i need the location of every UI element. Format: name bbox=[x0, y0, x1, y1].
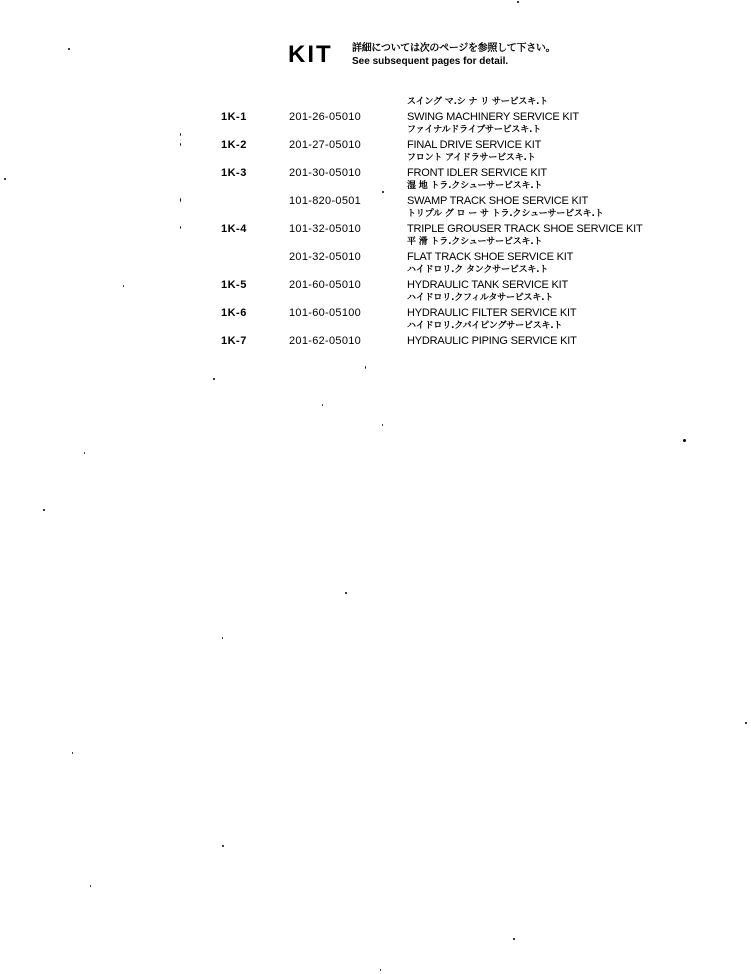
list-item bbox=[0, 321, 751, 349]
part-name-jp: ハイドロリ.ク タンクサービスキ.ト bbox=[407, 265, 549, 275]
ref-number: 1K-4 bbox=[221, 223, 247, 235]
detail-note-en: See subsequent pages for detail. bbox=[352, 56, 509, 67]
part-name-jp: ハイドロリ.クフィルタサービスキ.ト bbox=[407, 293, 554, 303]
scan-speck bbox=[213, 378, 215, 380]
scan-speck bbox=[72, 752, 73, 754]
scan-speck bbox=[123, 285, 124, 287]
scan-speck bbox=[180, 198, 181, 202]
scan-speck bbox=[90, 885, 91, 887]
scan-speck bbox=[683, 439, 686, 442]
part-name-jp: スイング マ.シ ナ リ サービスキ.ト bbox=[407, 97, 549, 107]
scan-speck bbox=[43, 509, 45, 511]
part-name-en: FINAL DRIVE SERVICE KIT bbox=[407, 139, 542, 151]
part-name-en: FLAT TRACK SHOE SERVICE KIT bbox=[407, 251, 574, 263]
scan-speck bbox=[222, 845, 224, 847]
page-title: KIT bbox=[288, 41, 333, 68]
part-name-en: SWAMP TRACK SHOE SERVICE KIT bbox=[407, 195, 589, 207]
scan-speck bbox=[380, 969, 381, 971]
list-item bbox=[0, 209, 751, 237]
scan-speck bbox=[745, 722, 747, 724]
scan-speck bbox=[345, 592, 347, 594]
part-name-jp: ハイドロリ.クパイピングサービスキ.ト bbox=[407, 321, 563, 331]
part-number: 201-60-05010 bbox=[289, 279, 362, 291]
ref-number: 1K-1 bbox=[221, 111, 247, 123]
list-item bbox=[0, 237, 751, 265]
list-item bbox=[0, 153, 751, 181]
part-name-jp: ファイナルドライブサービスキ.ト bbox=[407, 125, 542, 135]
ref-number: 1K-6 bbox=[221, 307, 247, 319]
scan-speck bbox=[365, 366, 366, 369]
detail-note-jp: 詳細については次のページを参照して下さい。 bbox=[352, 43, 556, 54]
part-name-jp: トリプル グ ロ ー サ トラ.クシューサービスキ.ト bbox=[407, 209, 604, 219]
part-number: 201-30-05010 bbox=[289, 167, 362, 179]
part-name-jp: 平 滑 トラ.クシューサービスキ.ト bbox=[407, 237, 543, 247]
part-name-jp: 湿 地 トラ.クシューサービスキ.ト bbox=[407, 181, 543, 191]
part-name-en: HYDRAULIC FILTER SERVICE KIT bbox=[407, 307, 577, 319]
part-number: 101-60-05100 bbox=[289, 307, 362, 319]
part-name-en: TRIPLE GROUSER TRACK SHOE SERVICE KIT bbox=[407, 223, 643, 235]
scan-speck bbox=[513, 938, 515, 940]
ref-number: 1K-5 bbox=[221, 279, 247, 291]
ref-number: 1K-3 bbox=[221, 167, 247, 179]
scan-speck bbox=[222, 637, 223, 639]
part-name-en: SWING MACHINERY SERVICE KIT bbox=[407, 111, 579, 123]
scan-speck bbox=[382, 424, 383, 426]
part-name-jp: フロント アイドラサービスキ.ト bbox=[407, 153, 536, 163]
part-number: 101-820-0501 bbox=[289, 195, 362, 207]
list-item bbox=[0, 293, 751, 321]
scan-speck bbox=[84, 452, 85, 454]
part-number: 101-32-05010 bbox=[289, 223, 362, 235]
list-item bbox=[0, 181, 751, 209]
part-number: 201-27-05010 bbox=[289, 139, 362, 151]
part-number: 201-62-05010 bbox=[289, 335, 362, 347]
scan-speck bbox=[180, 143, 181, 146]
scan-speck bbox=[382, 191, 384, 193]
detail-note bbox=[352, 42, 555, 68]
scan-speck bbox=[180, 226, 181, 229]
ref-number: 1K-2 bbox=[221, 139, 247, 151]
part-name-en: FRONT IDLER SERVICE KIT bbox=[407, 167, 547, 179]
scan-speck bbox=[322, 404, 323, 406]
list-item bbox=[0, 265, 751, 293]
scan-speck bbox=[180, 133, 181, 136]
part-name-en: HYDRAULIC TANK SERVICE KIT bbox=[407, 279, 569, 291]
part-number: 201-26-05010 bbox=[289, 111, 362, 123]
list-item bbox=[0, 97, 751, 125]
scan-speck bbox=[68, 48, 70, 50]
scan-speck bbox=[4, 178, 6, 180]
scan-speck bbox=[517, 1, 519, 3]
part-number: 201-32-05010 bbox=[289, 251, 362, 263]
ref-number: 1K-7 bbox=[221, 335, 247, 347]
list-item bbox=[0, 125, 751, 153]
kit-parts-list bbox=[0, 97, 751, 349]
part-name-en: HYDRAULIC PIPING SERVICE KIT bbox=[407, 335, 577, 347]
